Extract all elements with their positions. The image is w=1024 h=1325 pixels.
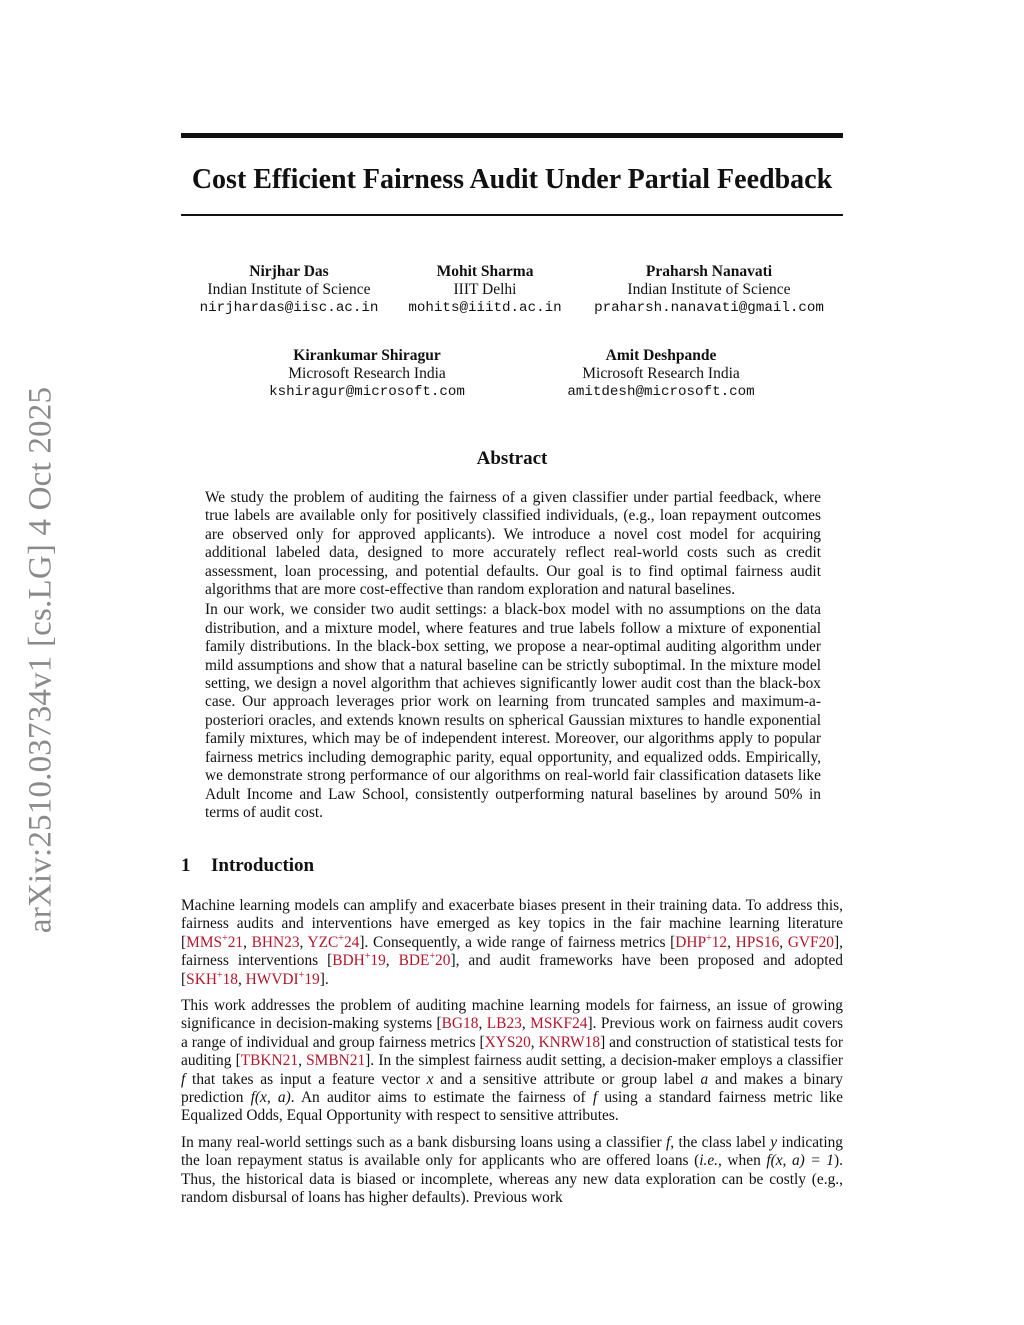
author-email[interactable]: mohits@iiitd.ac.in	[408, 300, 562, 316]
citation-link[interactable]: BDH+19	[332, 951, 386, 970]
text-run: indicating the loan repayment status is available only for applicants who are offered loans (	[181, 1133, 843, 1170]
citation-link[interactable]: KNRW18	[538, 1033, 601, 1051]
math-expression: f(x, a)	[250, 1089, 291, 1107]
citation-link[interactable]: HWVDI+19	[245, 969, 320, 988]
section-title: Introduction	[211, 855, 315, 876]
text-run: and makes a binary prediction	[181, 1070, 843, 1107]
text-run: This work addresses the problem of auditing machine learning models for fairness, an issue of growing significance in decision-making systems [	[181, 997, 843, 1033]
text-run: that takes as input a feature vector	[185, 1070, 427, 1088]
author-email[interactable]: praharsh.nanavati@gmail.com	[594, 300, 824, 316]
citation-link[interactable]: LB23	[486, 1015, 522, 1033]
text-run: ], fairness interventions [	[181, 933, 843, 970]
arxiv-identifier: arXiv:2510.03734v1 [cs.LG] 4 Oct 2025	[22, 386, 59, 934]
paper-title: Cost Efficient Fairness Audit Under Partial Feedback	[191, 164, 833, 195]
author-block	[200, 263, 379, 317]
citation-link[interactable]: BHN23	[251, 933, 300, 951]
title-top-rule	[181, 133, 843, 138]
author-block	[594, 263, 824, 317]
abstract-paragraph: In our work, we consider two audit settings: a black-box model with no assumptions on the data distribution, and a mixture model, where features and true labels follow a mixture of exponential family distributions. In the black-box setting, we propose a near-optimal auditing algorithm under mild assumptions and show that a natural baseline can be strictly suboptimal. In the mixture model setting, we design a novel algorithm that achieves significantly lower audit cost than the black-box case. Our approach leverages prior work on learning from truncated samples and maximum-a-posteriori oracles, and extends known results on spherical Gaussian mixtures to handle exponential family mixtures, which may be of independent interest. Moreover, our algorithms apply to popular fairness metrics including demographic parity, equal opportunity, and equalized odds. Empirically, we demonstrate strong performance of our algorithms on real-world fair classification datasets like Adult Income and Law School, consistently outperforming natural baselines by around 50% in terms of audit cost.	[205, 601, 821, 821]
abstract-paragraph: We study the problem of auditing the fairness of a given classifier under partial feedback, where true labels are available only for positively classified individuals, (e.g., loan repayment outcomes are observed only for approved applicants). We introduce a novel cost model for acquiring additional labeled data, designed to more accurately reflect real-world costs such as credit assessment, loan processing, and potential defaults. Our goal is to find optimal fairness audit algorithms that are more cost-effective than random exploration and natural baselines.	[205, 489, 821, 599]
citation-link[interactable]: DHP+12	[675, 932, 728, 951]
text-run: ). Thus, the historical data is biased or incomplete, whereas any new data exploration can be costly (e.g., random disbursal of loans has higher defaults). Previous work	[181, 1152, 843, 1207]
author-affiliation: IIIT Delhi	[453, 281, 517, 298]
abstract-heading: Abstract	[476, 448, 548, 469]
author-block	[567, 347, 754, 401]
citation-link[interactable]: BDE+20	[398, 951, 451, 970]
math-symbol: f	[666, 1133, 671, 1151]
text-run: using a standard fairness metric like Equalized Odds, Equal Opportunity with respect to sensitive attributes.	[181, 1089, 843, 1125]
math-symbol: f	[592, 1089, 598, 1107]
section-heading	[181, 855, 314, 877]
text-run: ] and construction of statistical tests for auditing [	[181, 1033, 843, 1070]
citation-link[interactable]: BG18	[441, 1015, 479, 1033]
author-affiliation: Microsoft Research India	[582, 365, 740, 382]
text-run: ]. Consequently, a wide range of fairness metrics [	[359, 933, 676, 951]
citation-link[interactable]: XYS20	[484, 1033, 531, 1051]
section-number: 1	[181, 855, 191, 876]
citation-link[interactable]: MMS+21	[186, 932, 244, 951]
author-name: Nirjhar Das	[249, 263, 329, 280]
intro-paragraph: Machine learning models can amplify and exacerbate biases present in their training data. To address this, fairness audits and interventions have emerged as key topics in the fair machine learning literature [MMS+21, BHN23, YZC+24]. Consequently, a wide range of fairness metrics [DHP+12, HPS16, GVF20], fairness interventions [BDH+19, BDE+20], and audit frameworks have been proposed and adopted [SKH+18, HWVDI+19].	[181, 897, 844, 988]
author-name: Kirankumar Shiragur	[293, 347, 441, 364]
author-block	[269, 347, 465, 401]
math-symbol: f	[181, 1070, 186, 1088]
author-name: Praharsh Nanavati	[645, 263, 773, 280]
emphasis-text: i.e.	[699, 1152, 719, 1170]
math-expression: f(x, a) = 1	[766, 1152, 834, 1170]
citation-link[interactable]: SKH+18	[186, 969, 238, 988]
text-run: , the class label	[670, 1133, 771, 1151]
text-run: , when	[718, 1152, 767, 1170]
text-run: ]. In the simplest fairness audit setting, a decision-maker employs a classifier	[365, 1052, 843, 1070]
text-run: In many real-world settings such as a bank disbursing loans using a classifier	[181, 1133, 667, 1151]
text-run: and a sensitive attribute or group label	[433, 1070, 701, 1088]
citation-link[interactable]: YZC+24	[307, 932, 360, 951]
abstract-body	[205, 489, 821, 824]
citation-link[interactable]: SMBN21	[306, 1052, 366, 1070]
author-block	[408, 263, 561, 317]
text-run: Machine learning models can amplify and exacerbate biases present in their training data. To address this, fairness audits and interventions have emerged as key topics in the fair machine learning literature [	[181, 897, 843, 951]
author-affiliation: Microsoft Research India	[288, 365, 446, 382]
author-affiliation: Indian Institute of Science	[627, 281, 791, 298]
text-run: ]. Previous work on fairness audit covers a range of individual and group fairness metrics [	[181, 1015, 843, 1051]
citation-link[interactable]: HPS16	[735, 933, 780, 951]
math-symbol: y	[770, 1133, 778, 1151]
author-name: Mohit Sharma	[436, 263, 534, 280]
citation-link[interactable]: TBKN21	[240, 1052, 299, 1070]
text-run: ], and audit frameworks have been proposed and adopted [	[181, 952, 844, 988]
introduction-body	[181, 897, 843, 1216]
author-email[interactable]: kshiragur@microsoft.com	[269, 384, 465, 400]
title-bottom-rule	[181, 214, 843, 216]
author-email[interactable]: amitdesh@microsoft.com	[567, 384, 755, 400]
math-symbol: x	[426, 1070, 434, 1088]
intro-paragraph	[181, 1134, 843, 1208]
citation-link[interactable]: GVF20	[787, 933, 834, 951]
author-email[interactable]: nirjhardas@iisc.ac.in	[199, 300, 379, 316]
intro-paragraph: This work addresses the problem of auditing machine learning models for fairness, an issue of growing significance in decision-making systems [BG18, LB23, MSKF24]. Previous work on fairness audit covers a range of individual and group fairness metrics [XYS20, KNRW18] and construction of statistical tests for auditing [TBKN21, SMBN21]. In the simplest fairness audit setting, a decision-maker employs a classifier f that takes as input a feature vector x and a sensitive attribute or group label a and makes a binary prediction f(x, a). An auditor aims to estimate the fairness of f using a standard fairness metric like Equalized Odds, Equal Opportunity with respect to sensitive attributes.	[181, 997, 843, 1125]
citation-link[interactable]: MSKF24	[530, 1015, 588, 1033]
author-affiliation: Indian Institute of Science	[207, 281, 371, 298]
text-run: . An auditor aims to estimate the fairness of	[290, 1089, 593, 1107]
math-symbol: a	[700, 1070, 709, 1088]
author-name: Amit Deshpande	[605, 347, 717, 364]
